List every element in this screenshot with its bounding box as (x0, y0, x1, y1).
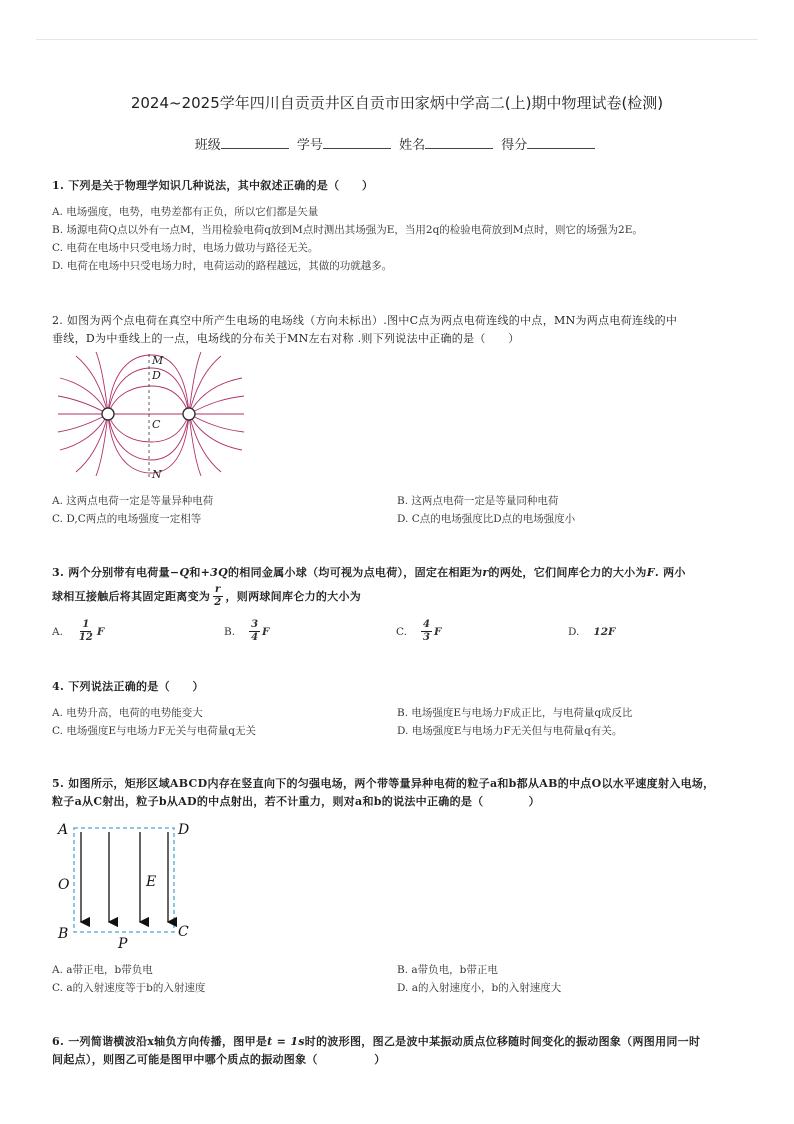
option-suffix: F (262, 625, 270, 638)
question-3-option-d (568, 623, 740, 641)
question-5-options (52, 961, 742, 997)
question-3-text-e: . 两小 (654, 566, 686, 579)
option-label: B. (224, 625, 236, 638)
label-d: D (178, 822, 190, 838)
question-1 (52, 177, 742, 275)
question-3-text-f: 球相互接触后将其固定距离变为 (52, 589, 211, 603)
question-5-stem-line-2: 粒子a从C射出，粒子b从AD的中点射出，若不计重力，则对a和b的说法中正确的是（ ） (52, 795, 540, 808)
id-blank (323, 136, 391, 149)
distance-r: r (482, 566, 489, 579)
question-3-option-a (52, 619, 224, 644)
charge-pos-3q: +3Q (200, 566, 228, 579)
fraction-numerator: 1 (82, 619, 90, 630)
option-suffix: F (433, 625, 442, 638)
question-2-option-a: A. 这两点电荷一定是等量异种电荷 (52, 495, 214, 507)
question-5-stem-line-1: 5. 如图所示，矩形区域ABCD内存在竖直向下的匀强电场，两个带等量异种电荷的粒子a和b都从AB的中点O以水平速度射入电场， (52, 777, 715, 790)
option-value: 12F (593, 625, 616, 638)
question-4-option-c: C. 电场强度E与电场力F无关与电荷量q无关 (52, 725, 257, 737)
option-suffix: F (96, 625, 105, 638)
fraction-numerator: 4 (423, 619, 430, 630)
question-3-text-a: 3. 两个分别带有电荷量 (52, 566, 170, 579)
option-fraction (77, 619, 95, 644)
region-abcd (74, 828, 174, 932)
question-5-option-b: B. a带负电，b带正电 (397, 964, 498, 976)
question-1-stem: 1. 下列是关于物理学知识几种说法，其中叙述正确的是（ ） (52, 179, 374, 192)
time-t-1s: t = 1s (267, 1035, 305, 1048)
question-6-stem-line-2: 间起点），则图乙可能是图甲中哪个质点的振动图象（ ） (52, 1053, 386, 1066)
question-1-option-d: D. 电荷在电场中只受电场力时，电荷运动的路程越远，其做的功就越多。 (52, 260, 393, 272)
question-1-option-b: B. 场源电荷Q点以外有一点M，当用检验电荷q放到M点时测出其场强为E，当用2q的检验电荷放到M点时，则它的场强为2E。 (52, 224, 643, 236)
label-p: P (118, 936, 128, 950)
question-3-option-c (396, 619, 568, 644)
question-2-option-d: D. C点的电场强度比D点的电场强度小 (397, 513, 576, 525)
question-5-option-d: D. a的入射速度小，b的入射速度大 (397, 982, 562, 994)
uniform-field-rectangle-figure (54, 818, 204, 950)
option-label: A. (52, 625, 63, 638)
header-divider (36, 39, 758, 40)
question-3-stem-line-1 (52, 564, 742, 582)
question-6-stem-line-1 (52, 1033, 742, 1051)
label-b: B (58, 926, 69, 942)
question-5-option-c: C. a的入射速度等于b的入射速度 (52, 982, 206, 994)
point-charge-right (183, 408, 195, 420)
student-info-row (0, 134, 794, 153)
name-label: 姓名 (399, 138, 426, 153)
fraction-denominator: 2 (214, 597, 222, 608)
question-1-option-a: A. 电场强度，电势，电势差都有正负，所以它们都是矢量 (52, 206, 319, 218)
fraction-denominator: 4 (251, 632, 259, 643)
question-3-text-b: 和 (189, 566, 201, 579)
option-label: D. (568, 625, 580, 638)
question-4-stem: 4. 下列说法正确的是（ ） (52, 680, 204, 693)
fraction-numerator: 3 (251, 619, 259, 630)
question-3-text-d: 的两处，它们间库仑力的大小为 (488, 566, 647, 579)
name-blank (425, 136, 493, 149)
label-o: O (58, 877, 70, 893)
question-4 (52, 678, 742, 740)
label-c: C (152, 418, 161, 431)
question-3-text-g: ，则两球间库仑力的大小为 (225, 589, 362, 603)
score-label: 得分 (501, 138, 528, 153)
id-label: 学号 (296, 138, 323, 153)
label-n: N (152, 468, 162, 481)
label-d: D (152, 369, 161, 382)
question-3-options (52, 619, 742, 644)
label-m: M (152, 354, 164, 367)
score-blank (527, 136, 595, 149)
question-3-stem-line-2 (52, 584, 742, 609)
question-2-option-c: C. D,C两点的电场强度一定相等 (52, 513, 202, 525)
class-blank (221, 136, 289, 149)
label-e: E (146, 874, 157, 890)
label-a: A (58, 822, 69, 838)
force-f: F (646, 566, 655, 579)
question-1-option-c: C. 电荷在电场中只受电场力时，电场力做功与路径无关。 (52, 242, 319, 254)
fraction-numerator: r (215, 584, 221, 595)
option-label: C. (396, 625, 407, 638)
question-5-option-a: A. a带正电，b带负电 (52, 964, 153, 976)
question-6-text-a: 6. 一列简谐横波沿x轴负方向传播，图甲是 (52, 1035, 268, 1048)
question-2-options (52, 492, 742, 528)
question-4-option-d: D. 电场强度E与电场力F无关但与电荷量q有关。 (397, 725, 623, 737)
option-fraction (421, 619, 432, 644)
question-6-text-b: 时的波形图，图乙是波中某振动质点位移随时间变化的振动图象（两图用同一时 (304, 1035, 701, 1048)
question-3-text-c: 的相同金属小球（均可视为点电荷），固定在相距为 (228, 566, 483, 579)
question-4-option-a: A. 电势升高，电荷的电势能变大 (52, 707, 203, 719)
fraction-r-over-2 (212, 584, 223, 609)
fraction-denominator: 12 (78, 632, 93, 643)
fraction-denominator: 3 (423, 632, 430, 643)
field-lines (58, 352, 244, 476)
question-2-stem-line-2: 垂线，D为中垂线上的一点，电场线的分布关于MN左右对称 .则下列说法中正确的是（ ） (52, 332, 520, 345)
question-5 (52, 775, 742, 811)
option-fraction (249, 619, 260, 644)
question-2-stem-line-1: 2. 如图为两个点电荷在真空中所产生电场的电场线（方向未标出）.图中C点为两点电荷连线的中点，MN为两点电荷连线的中 (52, 314, 678, 327)
question-2 (52, 312, 742, 348)
question-3-option-b (224, 619, 396, 644)
question-4-option-b: B. 电场强度E与电场力F成正比，与电荷量q成反比 (397, 707, 633, 719)
electric-field-lines-figure (56, 352, 246, 484)
label-c: C (178, 924, 189, 940)
class-label: 班级 (194, 138, 221, 153)
point-charge-left (102, 408, 114, 420)
charge-neg-q: −Q (169, 566, 190, 579)
question-2-option-b: B. 这两点电荷一定是等量同种电荷 (397, 495, 559, 507)
question-3 (52, 564, 742, 644)
exam-title: 2024~2025学年四川自贡贡井区自贡市田家炳中学高二(上)期中物理试卷(检测) (130, 94, 664, 112)
question-6 (52, 1033, 742, 1069)
